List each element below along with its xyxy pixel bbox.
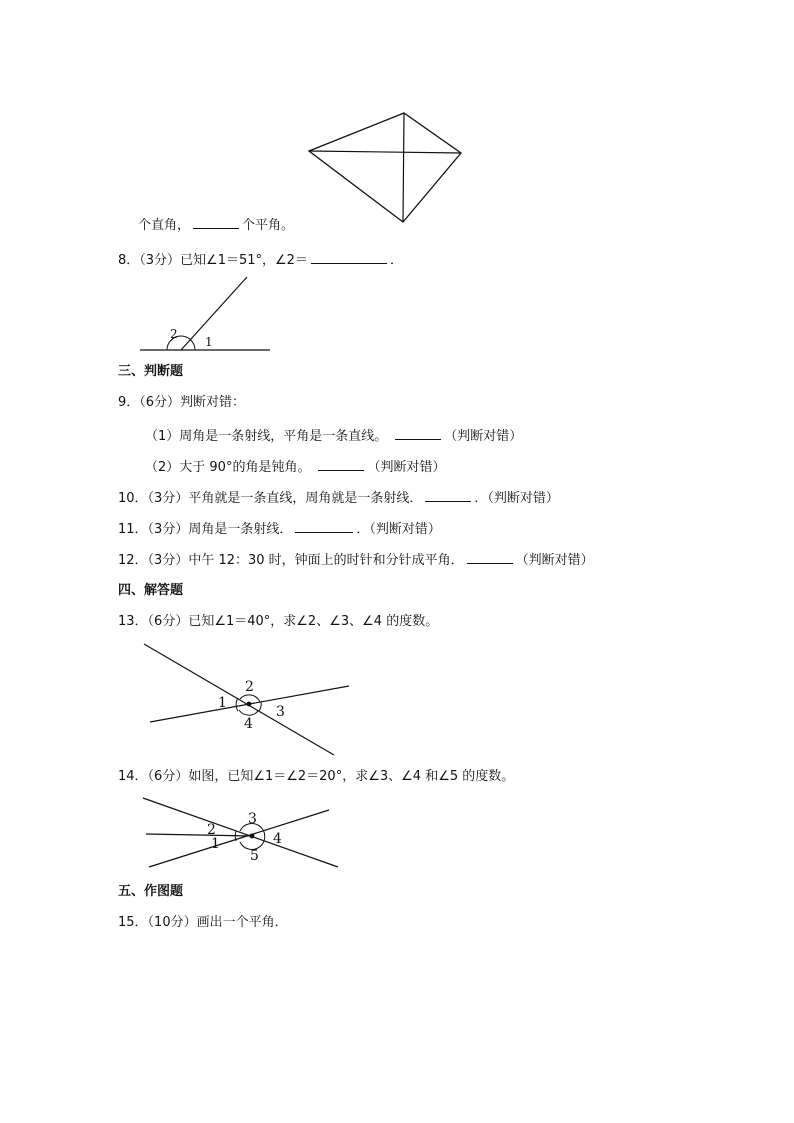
q12-line — [118, 550, 594, 570]
q8-ray — [181, 277, 247, 350]
q14-figure — [140, 795, 350, 875]
q10-line — [118, 488, 559, 508]
q9-sub1-end: （判断对错） — [444, 429, 523, 444]
q14-line-b — [149, 810, 329, 867]
q13-arc-right — [259, 702, 261, 711]
kite-horizontal-diagonal — [309, 151, 461, 153]
q12-end: （判断对错） — [515, 553, 594, 568]
q9-sub1-line — [145, 426, 522, 446]
q13-line-a — [144, 644, 334, 755]
q12-text: 12．（3分）中午 12：30 时，钟面上的时针和分针成平角． — [118, 553, 464, 568]
q10-text: 10．（3分）平角就是一条直线，周角就是一条射线． — [118, 491, 423, 506]
q14-angle-label-4: 4 — [273, 831, 282, 847]
q11-end: ．（判断对错） — [356, 522, 441, 537]
q14-line-a — [143, 798, 338, 867]
q8-angle-label-1: 1 — [205, 335, 213, 349]
q9-sub2-text: （2）大于 90°的角是钝角。 — [145, 460, 311, 475]
section-3-title: 三、判断题 — [118, 364, 184, 379]
q10-end: ．（判断对错） — [474, 491, 559, 506]
q11-text: 11．（3分）周角是一条射线． — [118, 522, 293, 537]
q13-figure — [140, 640, 360, 760]
q9-sub2-line — [145, 457, 445, 477]
q13-arc-left — [236, 698, 238, 711]
kite-vertical-diagonal — [403, 113, 404, 222]
kite-outline — [309, 113, 461, 222]
q12-answer-blank[interactable] — [467, 550, 513, 564]
q14-angle-label-1: 1 — [211, 836, 220, 852]
q8-angle-label-2: 2 — [170, 327, 178, 341]
section-5-title: 五、作图题 — [118, 884, 184, 899]
q7-left-text: 个直角， — [138, 218, 191, 233]
q14-angle-label-2: 2 — [207, 822, 216, 838]
q8-angle-figure — [130, 270, 280, 360]
q13-angle-label-4: 4 — [244, 716, 253, 732]
q14-angle-label-5: 5 — [250, 848, 259, 864]
q14-angle-label-3: 3 — [248, 811, 257, 827]
q13-intersection-dot — [247, 702, 252, 707]
q13-text: 13．（6分）已知∠1＝40°，求∠2、∠3、∠4 的度数。 — [118, 614, 439, 629]
q14-line-c — [146, 834, 252, 836]
q8-text: 8．（3分）已知∠1＝51°，∠2＝ — [118, 253, 308, 268]
q14-text: 14．（6分）如图，已知∠1＝∠2＝20°，求∠3、∠4 和∠5 的度数。 — [118, 769, 515, 784]
q13-angle-label-1: 1 — [218, 695, 227, 711]
q13-arc-top — [240, 695, 260, 702]
q11-line — [118, 519, 441, 539]
q7-line — [138, 215, 294, 235]
q9-sub2-blank[interactable] — [318, 457, 364, 471]
q13-arc-bottom — [239, 710, 258, 715]
q15-text: 15．（10分）画出一个平角． — [118, 915, 288, 930]
q9-sub2-end: （判断对错） — [367, 460, 446, 475]
q14-intersection-dot — [250, 834, 255, 839]
q13-angle-label-3: 3 — [276, 704, 285, 720]
q8-line — [118, 250, 403, 270]
q9-sub1-blank[interactable] — [395, 426, 441, 440]
q11-answer-blank[interactable] — [295, 519, 353, 533]
q13-angle-label-2: 2 — [245, 679, 254, 695]
q9-stem: 9．（6分）判断对错： — [118, 395, 246, 410]
q7-right-text: 个平角。 — [242, 218, 295, 233]
section-4-title: 四、解答题 — [118, 583, 184, 598]
q8-answer-blank[interactable] — [311, 250, 387, 264]
kite-figure — [300, 105, 470, 230]
q9-sub1-text: （1）周角是一条射线，平角是一条直线。 — [145, 429, 388, 444]
q10-answer-blank[interactable] — [425, 488, 471, 502]
q7-answer-blank[interactable] — [193, 215, 239, 229]
q8-end: ． — [389, 253, 403, 268]
